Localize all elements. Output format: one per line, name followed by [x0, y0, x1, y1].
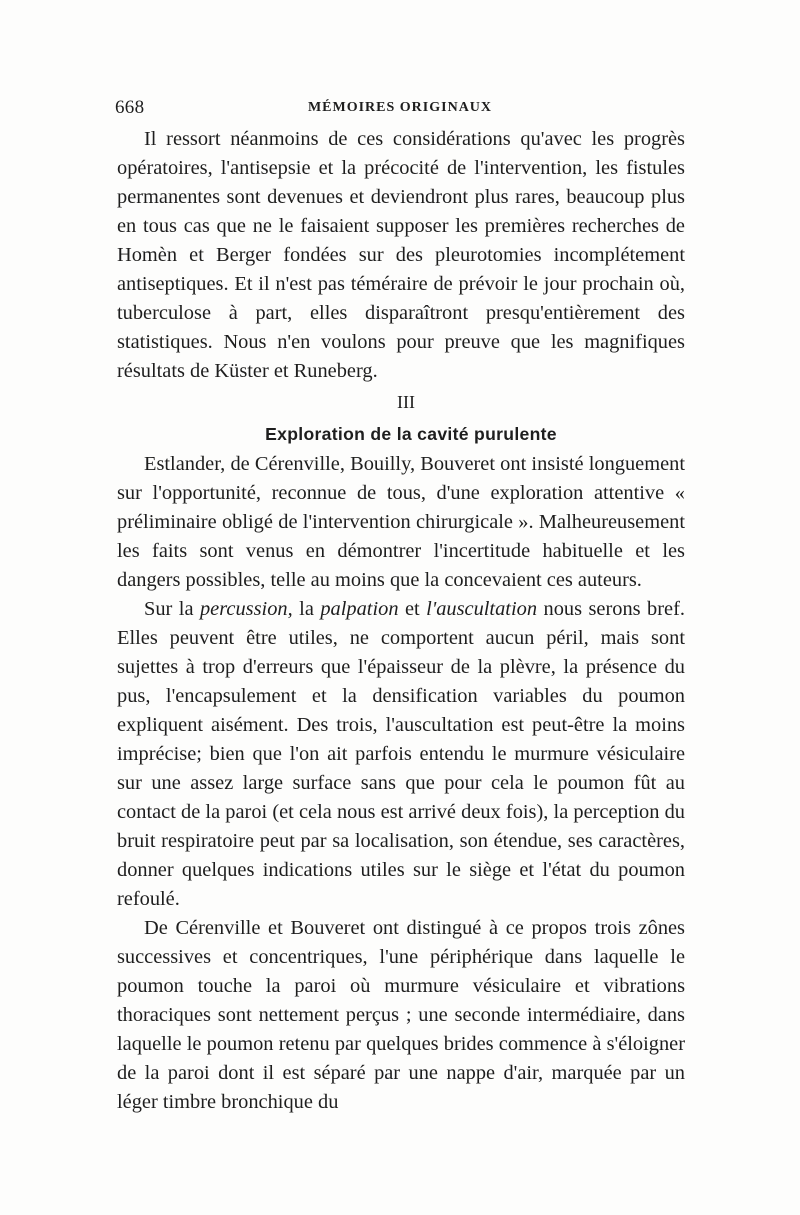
paragraph-3-start: Sur la [144, 598, 194, 620]
page-header [115, 97, 685, 121]
term-auscultation: l'auscultation [426, 598, 538, 620]
paragraph-4: De Cérenville et Bouveret ont distingué à ce propos trois zônes successives et concentriques, l'une périphérique dans laquelle le poumon touche la paroi où murmure vésiculaire et vibrations thoraciques sont nettement perçus ; une seconde intermédiaire, dans laquelle le poumon retenu par quelques brides commence à s'éloigner de la paroi dont il est séparé par une nappe d'air, marquée par un léger timbre bronchique du [117, 917, 685, 1113]
paragraph-1: Il ressort néanmoins de ces considérations qu'avec les progrès opératoires, l'antisepsie et la précocité de l'intervention, les fistules permanentes sont devenues et deviendront plus rares, beaucoup plus en tous cas que ne le faisaient supposer les premières recherches de Homèn et Berger fondées sur des pleurotomies incomplétement antiseptiques. Et il n'est pas téméraire de prévoir le jour prochain où, tuberculose à part, elles disparaîtront presqu'entièrement des statistiques. Nous n'en voulons pour preuve que les magnifiques résultats de Küster et Runeberg. [117, 128, 685, 382]
term-percussion: percussion, [199, 598, 293, 620]
paragraph-3-mid-2: et [404, 598, 420, 620]
paragraph-2: Estlander, de Cérenville, Bouilly, Bouveret ont insisté longuement sur l'opportunité, reconnue de tous, d'une exploration attentive « préliminaire obligé de l'intervention chirurgicale ». Malheureusement les faits sont venus en démontrer l'incertitude habituelle et les dangers possibles, telle au moins que la concevaient ces auteurs. [117, 453, 685, 591]
running-head: MÉMOIRES ORIGINAUX [307, 100, 493, 115]
section-number: III [397, 392, 415, 412]
term-palpation: palpation [320, 598, 399, 620]
paragraph-3-rest: nous serons bref. Elles peuvent être utiles, ne comportent aucun péril, mais sont sujettes à trop d'erreurs que l'épaisseur de la plèvre, la présence du pus, l'encapsulement et la densification variables du poumon expliquent aisément. Des trois, l'auscultation est peut-être la moins imprécise; bien que l'on ait parfois entendu le murmure vésiculaire sur une assez large surface sans que pour cela le poumon fût au contact de la paroi (et cela nous est arrivé deux fois), la perception du bruit respiratoire peut par sa localisation, son étendue, ses caractères, donner quelques indications utiles sur le siège et l'état du poumon refoulé. [117, 598, 685, 910]
page-number: 668 [115, 97, 145, 118]
section-title: Exploration de la cavité purulente [265, 424, 557, 444]
paragraph-3 [117, 595, 685, 914]
paragraph-3-mid-1: la [299, 598, 314, 620]
body-text [117, 125, 685, 1117]
